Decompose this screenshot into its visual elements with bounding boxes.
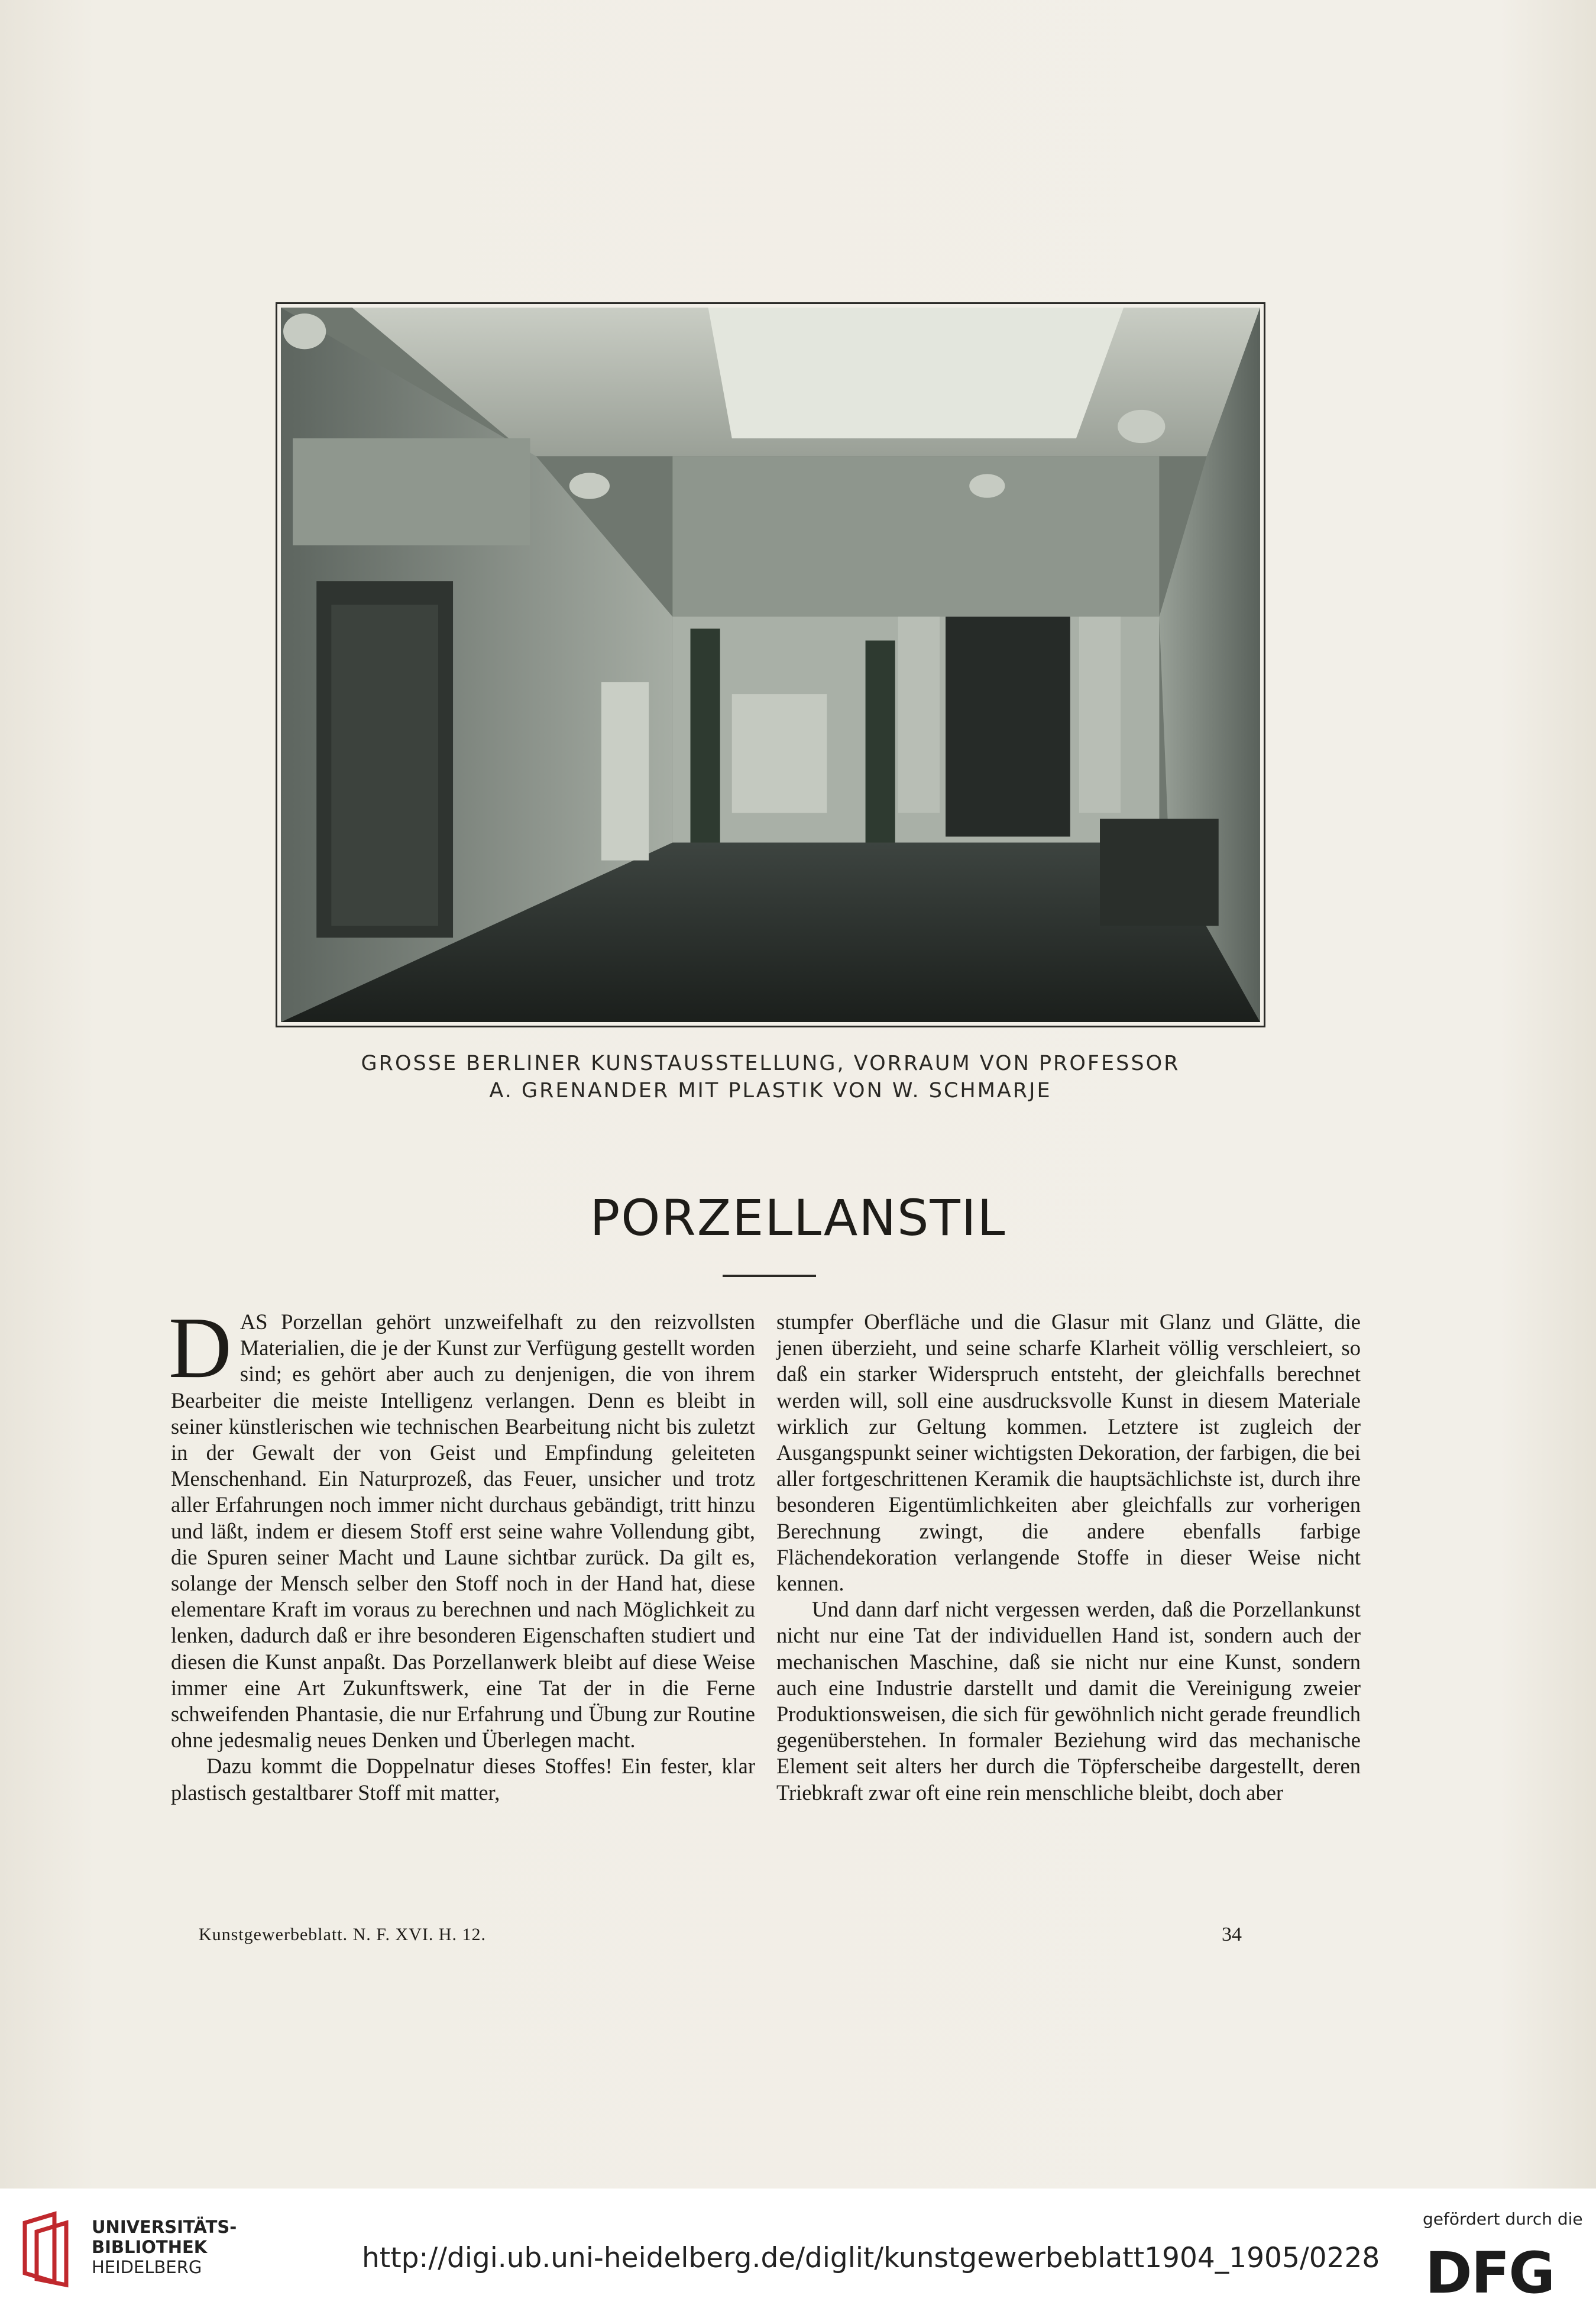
photograph-image [281,308,1260,1022]
paragraph-left-1 [169,1300,755,1753]
text-column-right [776,1309,1361,1806]
paragraph-right-2: Und dann darf nicht vergessen werden, daß die Porzellankunst nicht nur eine Tat der individuellen Hand ist, sondern auch der mechanischen Maschine, daß sie nicht nur eine Kunst, sondern auch eine Industrie darstellt und damit die Vereinigung zweier Produktionsweisen, die sich für gewöhnlich nicht gerade freundlich gegenüberstehen. In formaler Beziehung wird das mechanische Element seit alters her durch die Töpferscheibe dargestellt, deren Triebkraft zwar oft eine rein menschliche bleibt, doch aber [776,1597,1361,1805]
text-column-left [169,1300,755,1806]
photo-caption [276,1050,1265,1104]
library-name-line-3: HEIDELBERG [92,2257,202,2277]
article-title: PORZELLANSTIL [590,1189,1006,1247]
title-divider [723,1275,816,1277]
dfg-logo: DFG [1425,2240,1555,2306]
caption-line-2: A. GRENANDER MIT PLASTIK VON W. SCHMARJE [489,1079,1052,1103]
library-name-line-2: BIBLIOTHEK [92,2237,208,2257]
library-name-line-1: UNIVERSITÄTS- [92,2217,237,2237]
page-number: 34 [1222,1924,1242,1945]
paragraph-left-2: Dazu kommt die Doppelnatur dieses Stoffes! Ein fester, klar plastisch gestaltbarer Stoff mit matter, [171,1754,755,1805]
permalink-url[interactable]: http://digi.ub.uni-heidelberg.de/diglit/kunstgewerbeblatt1904_1905/0228 [362,2242,1380,2274]
library-name [92,2217,237,2277]
exhibition-hall-photograph [276,302,1265,1027]
journal-reference: Kunstgewerbeblatt. N. F. XVI. H. 12. [199,1925,487,1944]
paragraph-right-1: stumpfer Oberfläche und die Glasur mit Glanz und Glätte, die jenen überzieht, und seine scharfe Klarheit völlig verschleiert, so daß ein starker Widerspruch entsteht, der gleichfalls berechnet werden will, soll eine ausdrucksvolle Kunst in diesem Materiale wirklich zur Geltung kommen. Letztere ist zugleich der Ausgangspunkt seiner wichtigsten Dekoration, der farbigen, die bei aller fortgeschrittenen Keramik die hauptsächlichste ist, durch ihre besonderen Eigentümlichkeiten aber gleichfalls zur vorherigen Berechnung zwingt, die andere ebenfalls farbige Flächendekoration verlangende Stoffe in dieser Weise nicht kennen. [776,1310,1361,1596]
funding-label: gefördert durch die [1423,2209,1583,2229]
drop-capital: D [169,1300,232,1397]
paragraph-left-1-text: AS Porzellan gehört unzweifelhaft zu den reizvollsten Materialien, die je der Kunst zur Verfügung gestellt worden sind; es gehört aber auch zu denjenigen, die von ihrem Bearbeiter die meiste Intelligenz verlangen. Denn es bleibt in seiner künstlerischen wie technischen Bearbeitung nicht bis zuletzt in der Gewalt der von Geist und Empfindung geleiteten Menschenhand. Ein Naturprozeß, das Feuer, unsicher und trotz aller Erfahrungen noch immer nicht durchaus gebändigt, tritt hinzu und läßt, indem er diesem Stoff erst seine wahre Vollendung gibt, die Spuren seiner Macht und Laune sichtbar zurück. Da gilt es, solange der Mensch selber den Stoff noch in der Hand hat, diese elementare Kraft im voraus zu berechnen und nach Möglichkeit zu lenken, dadurch daß er ihre besonderen Eigenschaften studiert und diesen die Kunst anpaßt. Das Porzellanwerk bleibt auf diese Weise immer eine Art Zukunftswerk, eine Tat der in die Ferne schweifenden Phantasie, die nur Erfahrung und Übung zur Routine ohne jedesmalig neues Denken und Überlegen macht. [171,1310,755,1753]
caption-line-1: GROSSE BERLINER KUNSTAUSSTELLUNG, VORRAUM VON PROFESSOR [361,1052,1180,1075]
university-library-logo-icon [19,2211,84,2288]
